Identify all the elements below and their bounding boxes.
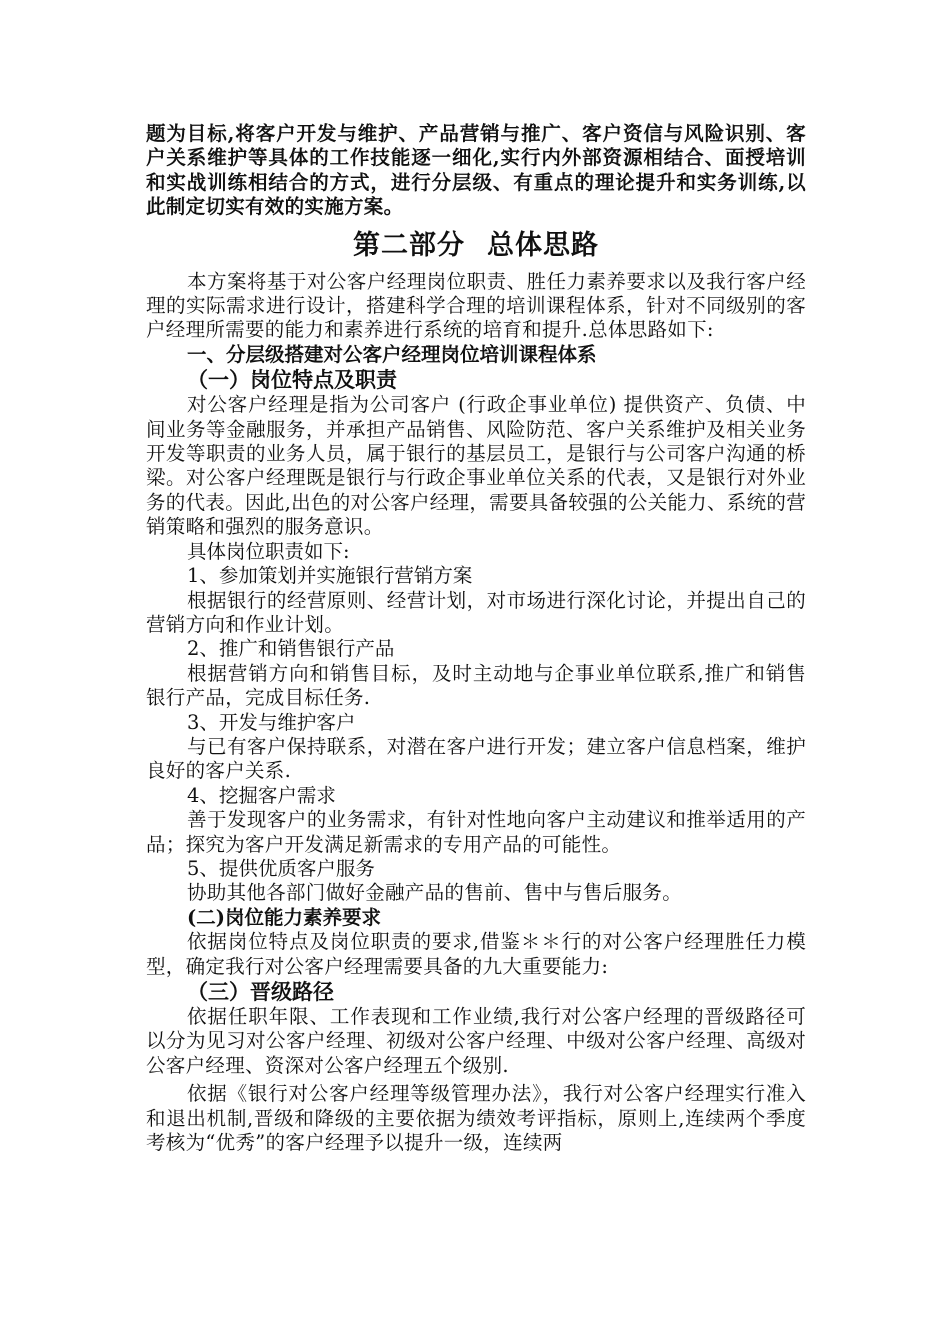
- duty-title: 2、推广和销售银行产品: [187, 637, 395, 661]
- duty-title: 4、挖掘客户需求: [187, 783, 336, 807]
- part-title-name: 总体思路: [487, 229, 599, 261]
- duties-intro: 具体岗位职责如下:: [187, 539, 350, 563]
- duty-desc: 协助其他各部门做好金融产品的售前、售中与售后服务。: [187, 881, 683, 905]
- subsection-three-paragraph-1: 依据任职年限、工作表现和工作业绩,我行对公客户经理的晋级路径可以分为见习对公客户经理、初级对公客户经理、中级对公客户经理、高级对公客户经理、资深对公客户经理五个级别.: [146, 1005, 806, 1077]
- duty-title: 3、开发与维护客户: [187, 710, 356, 734]
- subsection-three-paragraph-2: 依据《银行对公客户经理等级管理办法》，我行对公客户经理实行准入和退出机制,晋级和降级的主要依据为绩效考评指标，原则上,连续两个季度考核为“优秀”的客户经理予以提升一级，连续两: [146, 1082, 806, 1155]
- subsection-three-title: （三）晋级路径: [187, 979, 334, 1004]
- duty-desc: 根据银行的经营原则、经营计划，对市场进行深化讨论，并提出自己的营销方向和作业计划。: [146, 588, 806, 636]
- document-page: [146, 122, 806, 1155]
- duty-desc: 与已有客户保持联系，对潜在客户进行开发；建立客户信息档案，维护良好的客户关系.: [146, 734, 806, 783]
- subsection-two-title: (二)岗位能力素养要求: [187, 905, 381, 929]
- overview-paragraph: 本方案将基于对公客户经理岗位职责、胜任力素养要求以及我行客户经理的实际需求进行设计，搭建科学合理的培训课程体系，针对不同级别的客户经理所需要的能力和素养进行系统的培育和提升.总体思路如下:: [146, 269, 806, 342]
- part-title-label: 第二部分: [353, 229, 465, 261]
- duty-desc: 根据营销方向和销售目标，及时主动地与企事业单位联系,推广和销售银行产品，完成目标任务.: [146, 661, 806, 710]
- intro-paragraph: 题为目标,将客户开发与维护、产品营销与推广、客户资信与风险识别、客户关系维护等具体的工作技能逐一细化,实行内外部资源相结合、面授培训和实战训练相结合的方式，进行分层级、有重点的理论提升和实务训练,以此制定切实有效的实施方案。: [146, 122, 806, 219]
- duty-desc: 善于发现客户的业务需求，有针对性地向客户主动建议和推举适用的产品；探究为客户开发满足新需求的专用产品的可能性。: [146, 808, 806, 856]
- duty-title: 5、提供优质客户服务: [187, 856, 375, 880]
- part-title: [146, 228, 806, 264]
- subsection-two-paragraph: 依据岗位特点及岗位职责的要求,借鉴＊＊行的对公客户经理胜任力模型，确定我行对公客户经理需要具备的九大重要能力:: [146, 930, 806, 978]
- subsection-one-title: （一）岗位特点及职责: [187, 367, 397, 393]
- duty-title: 1、参加策划并实施银行营销方案: [187, 564, 473, 588]
- section-one-title: 一、分层级搭建对公客户经理岗位培训课程体系: [187, 342, 597, 366]
- subsection-one-paragraph: 对公客户经理是指为公司客户 (行政企事业单位) 提供资产、负债、中间业务等金融服务，并承担产品销售、风险防范、客户关系维护及相关业务开发等职责的业务人员，属于银行的基层员工，是银行与公司客户沟通的桥梁。对公客户经理既是银行与行政企事业单位关系的代表，又是银行对外业务的代表。因此,出色的对公客户经理，需要具备较强的公关能力、系统的营销策略和强烈的服务意识。: [146, 393, 806, 539]
